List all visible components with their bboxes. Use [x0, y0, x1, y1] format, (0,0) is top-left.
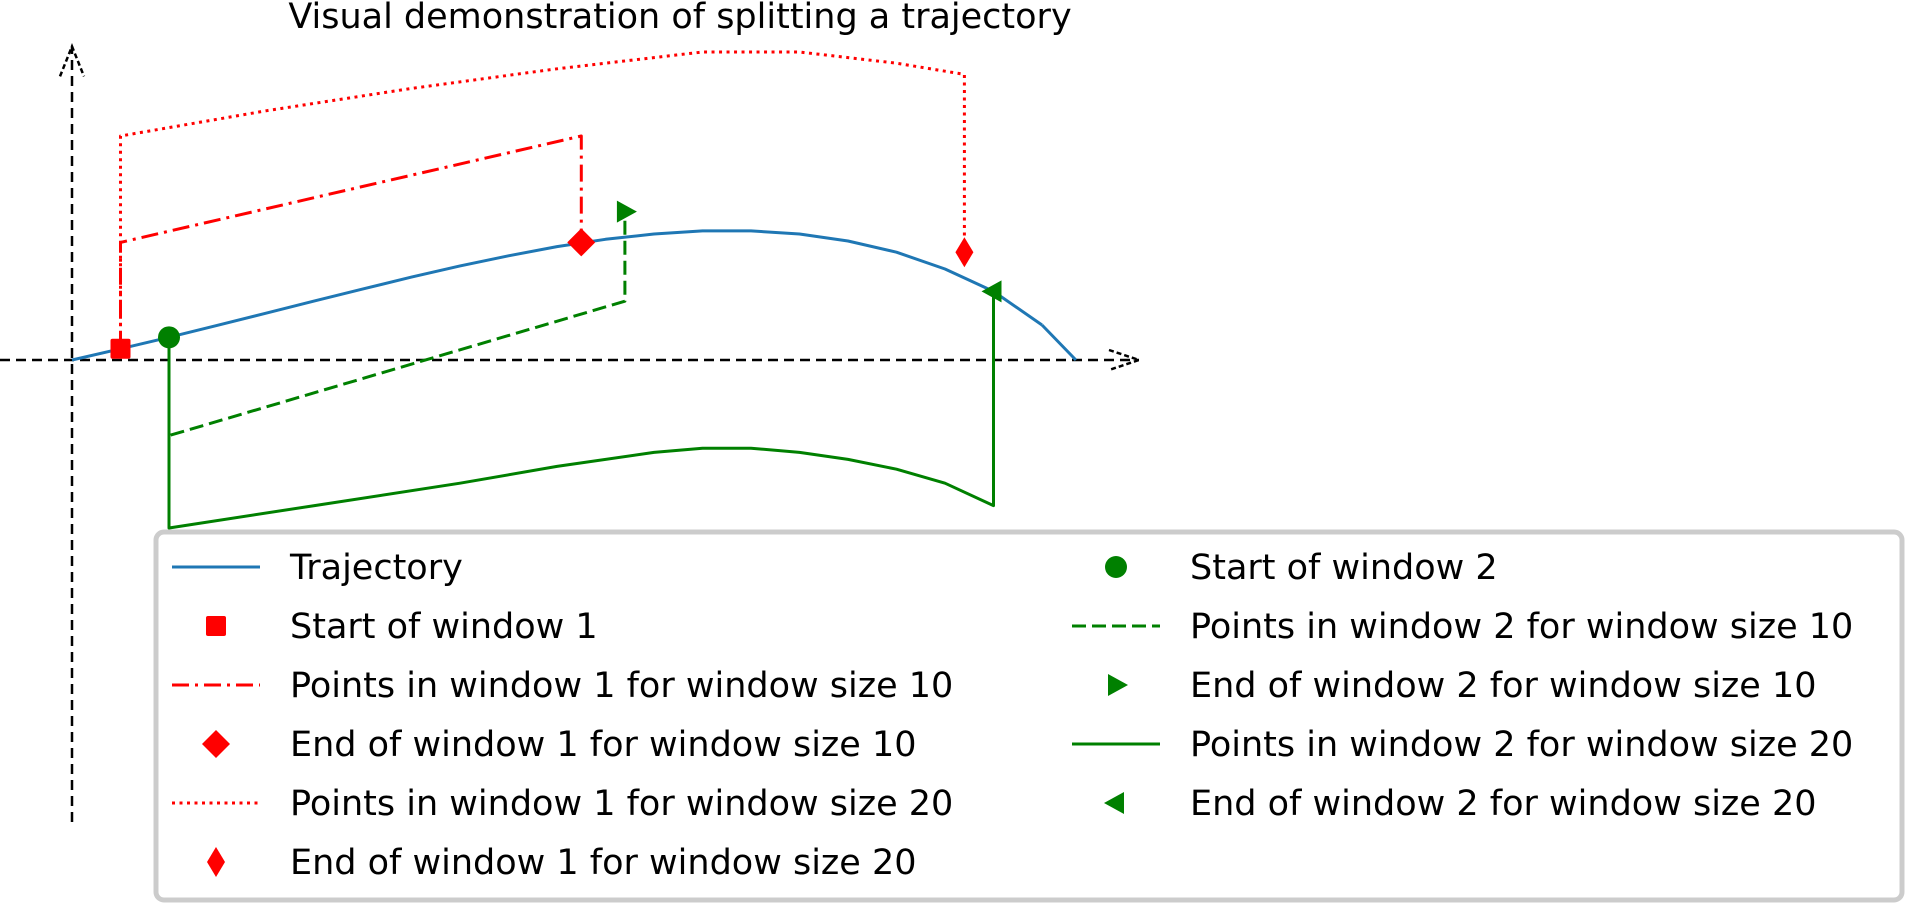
- legend-label-pts-w1-10: Points in window 1 for window size 10: [290, 666, 954, 706]
- legend-item-end-w2-20: [1104, 784, 1817, 824]
- legend-label-start-w2: Start of window 2: [1190, 548, 1498, 588]
- legend-label-start-w1: Start of window 1: [290, 607, 598, 647]
- marker-end-w2-20: [982, 280, 1002, 302]
- legend-item-end-w2-10: [1108, 666, 1817, 706]
- marker-start-w1: [111, 339, 131, 359]
- chart-title: Visual demonstration of splitting a trajectory: [288, 0, 1072, 37]
- marker-end-w1-10: [567, 228, 595, 256]
- legend-handle-start-w2: [1105, 556, 1127, 578]
- legend-handle-start-w1: [206, 616, 226, 636]
- legend-label-pts-w1-20: Points in window 1 for window size 20: [290, 784, 954, 824]
- legend-item-end-w1-20: [207, 843, 917, 883]
- legend-label-trajectory: Trajectory: [290, 548, 463, 588]
- legend-label-end-w1-20: End of window 1 for window size 20: [290, 843, 917, 883]
- marker-start-w2: [158, 326, 180, 348]
- marker-end-w1-20: [955, 237, 973, 267]
- legend-item-pts-w2-20: [1072, 725, 1853, 765]
- legend-label-end-w2-10: End of window 2 for window size 10: [1190, 666, 1817, 706]
- legend-item-pts-w2-10: [1072, 607, 1853, 647]
- legend-label-end-w1-10: End of window 1 for window size 10: [290, 725, 917, 765]
- marker-end-w2-10: [617, 201, 637, 223]
- series-pts-w2-20: [169, 291, 994, 528]
- series-trajectory: [72, 231, 1042, 360]
- legend-label-end-w2-20: End of window 2 for window size 20: [1190, 784, 1817, 824]
- legend-item-pts-w1-10: [172, 666, 953, 706]
- legend-item-pts-w1-20: [172, 784, 953, 824]
- legend-label-pts-w2-20: Points in window 2 for window size 20: [1190, 725, 1854, 765]
- series-pts-w1-20: [121, 52, 965, 349]
- series-pts-w1-10: [121, 136, 582, 349]
- legend: [156, 532, 1902, 900]
- series-trajectory-tail: [1042, 325, 1076, 360]
- legend-item-end-w1-10: [202, 725, 917, 765]
- legend-label-pts-w2-10: Points in window 2 for window size 10: [1190, 607, 1854, 647]
